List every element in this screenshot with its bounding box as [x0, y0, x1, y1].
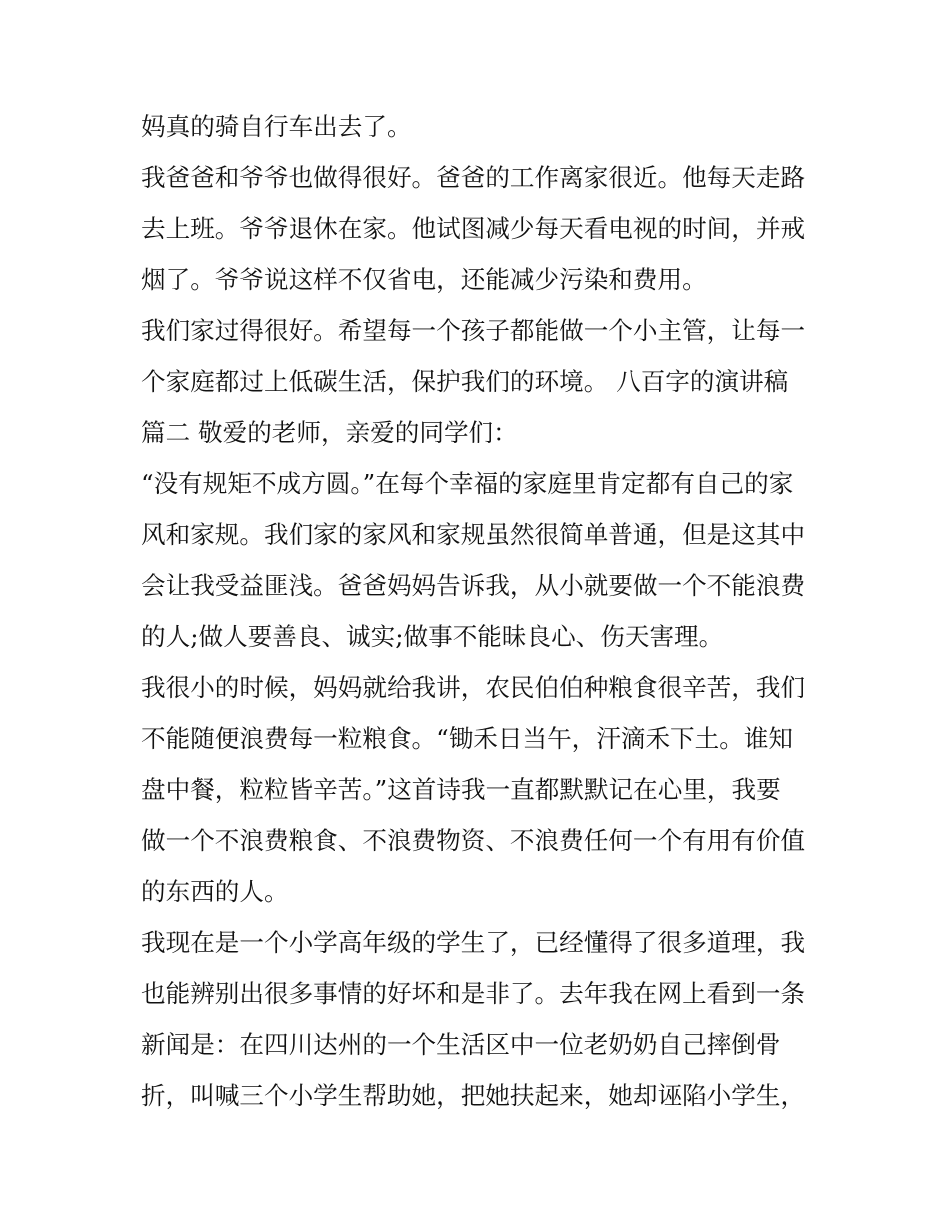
text-line: 不能随便浪费每一粒粮食。“锄禾日当午，汗滴禾下土。谁知 — [141, 724, 794, 753]
text-line: 我很小的时候，妈妈就给我讲，农民伯伯种粮食很辛苦，我们 — [141, 673, 806, 702]
text-line: 烟了。爷爷说这样不仅省电，还能减少污染和费用。 — [141, 265, 707, 294]
text-line: 做一个不浪费粮食、不浪费物资、不浪费任何一个有用有价值 — [141, 826, 806, 855]
text-line: 篇二 敬爱的老师，亲爱的同学们： — [141, 418, 518, 447]
text-line: “没有规矩不成方圆。”在每个幸福的家庭里肯定都有自己的家 — [141, 469, 794, 498]
text-line: 风和家规。我们家的家风和家规虽然很简单普通，但是这其中 — [141, 520, 806, 549]
text-line: 我现在是一个小学高年级的学生了，已经懂得了很多道理，我 — [141, 928, 806, 957]
text-line: 我们家过得很好。希望每一个孩子都能做一个小主管，让每一 — [141, 316, 806, 345]
text-line: 的东西的人。 — [141, 877, 289, 906]
text-line: 妈真的骑自行车出去了。 — [141, 112, 412, 141]
text-line: 的人;做人要善良、诚实;做事不能昧良心、伤天害理。 — [141, 622, 724, 651]
text-line: 个家庭都过上低碳生活，保护我们的环境。 八百字的演讲稿 — [141, 367, 789, 396]
text-line: 盘中餐，粒粒皆辛苦。”这首诗我一直都默默记在心里，我要 — [141, 775, 781, 804]
text-line: 去上班。爷爷退休在家。他试图减少每天看电视的时间，并戒 — [141, 214, 806, 243]
text-line: 新闻是：在四川达州的一个生活区中一位老奶奶自己摔倒骨 — [141, 1030, 781, 1059]
text-line: 折，叫喊三个小学生帮助她，把她扶起来，她却诬陷小学生， — [141, 1081, 806, 1110]
text-line: 我爸爸和爷爷也做得很好。爸爸的工作离家很近。他每天走路 — [141, 163, 806, 192]
text-line: 也能辨别出很多事情的好坏和是非了。去年我在网上看到一条 — [141, 979, 806, 1008]
text-line: 会让我受益匪浅。爸爸妈妈告诉我，从小就要做一个不能浪费 — [141, 571, 806, 600]
